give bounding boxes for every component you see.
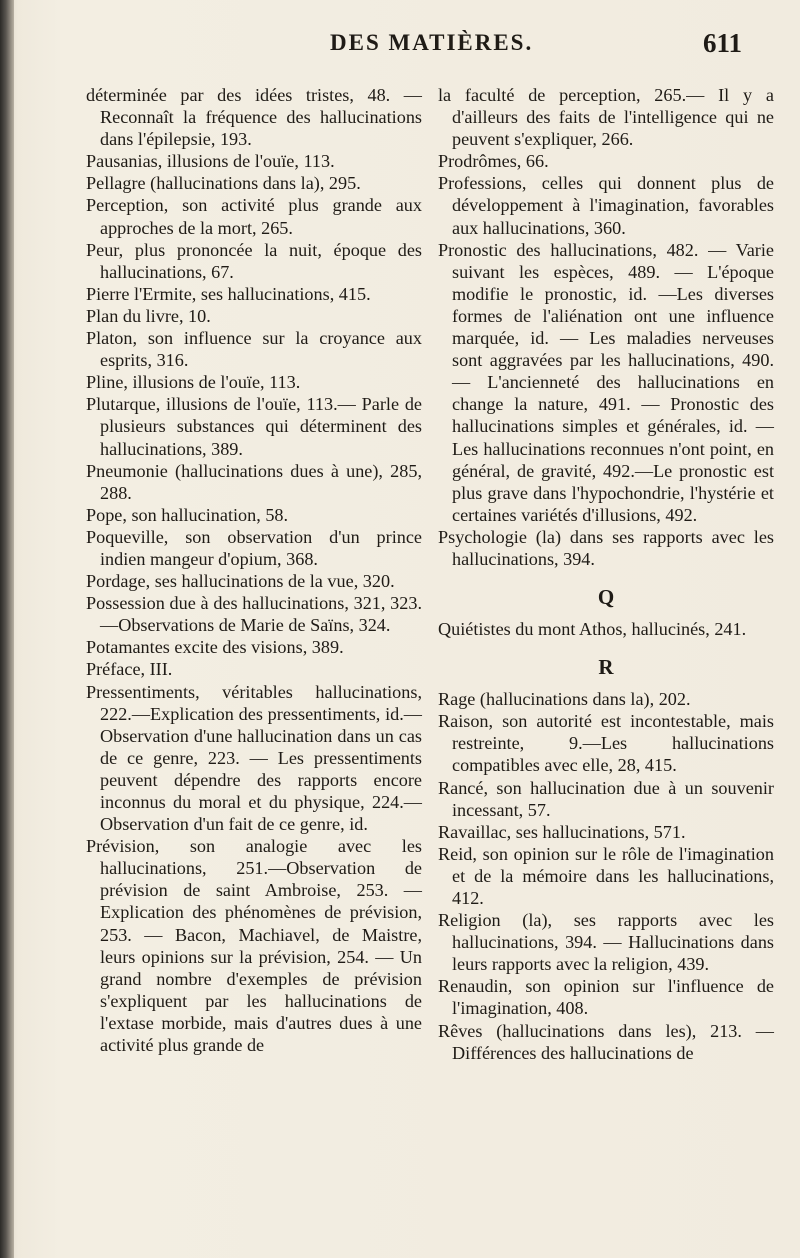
index-entry: Pressentiments, véritables hallucinations, 222.—Explication des pressentiments, id.—Observation d'une hallucination dans un cas de ce genre, 223. — Les pressentiments peuvent dépendre des rapports encore inconnus du moral et du physique, 224.—Observation d'un fait de ce genre, id. [86, 681, 422, 835]
index-entry: Quiétistes du mont Athos, hallucinés, 241. [438, 619, 747, 640]
running-title: DES MATIÈRES. [330, 30, 534, 55]
index-entry: Raison, son autorité est incontestable, mais restreinte, 9.—Les hallucinations compatibles avec elle, 28, 415. [438, 711, 774, 776]
index-entry: Pneumonie (hallucinations dues à une), 285, 288. [86, 460, 422, 503]
index-entry: Pope, son hallucination, 58. [86, 504, 289, 525]
index-entry: Platon, son influence sur la croyance aux esprits, 316. [86, 328, 422, 371]
index-entry: Pline, illusions de l'ouïe, 113. [86, 372, 301, 393]
index-entry: Rage (hallucinations dans la), 202. [438, 689, 691, 710]
index-entry: Rancé, son hallucination due à un souvenir incessant, 57. [438, 777, 774, 820]
index-entry: la faculté de perception, 265.— Il y a d'ailleurs des faits de l'intelligence qui ne peuvent s'expliquer, 266. [438, 85, 774, 150]
index-entry: Ravaillac, ses hallucinations, 571. [438, 821, 686, 842]
section-letter: R [598, 655, 614, 680]
index-entry: Possession due à des hallucinations, 321, 323.—Observations de Marie de Saïns, 324. [86, 593, 422, 636]
book-binding-shadow [0, 0, 14, 1258]
section-letter: Q [597, 585, 615, 610]
index-entry: Préface, III. [86, 659, 173, 680]
index-entry: Renaudin, son opinion sur l'influence de l'imagination, 408. [438, 976, 774, 1019]
index-entry: Professions, celles qui donnent plus de développement à l'imagination, favorables aux hallucinations, 360. [438, 173, 774, 238]
index-entry: Potamantes excite des visions, 389. [86, 637, 344, 658]
index-entry: Peur, plus prononcée la nuit, époque des hallucinations, 67. [86, 239, 422, 282]
index-entry: Perception, son activité plus grande aux approches de la mort, 265. [86, 195, 422, 238]
index-entry: Plutarque, illusions de l'ouïe, 113.— Parle de plusieurs substances qui déterminent des hallucinations, 389. [86, 394, 422, 459]
index-entry: Prévision, son analogie avec les hallucinations, 251.—Observation de prévision de saint Ambroise, 253. — Explication des phénomènes de prévision, 253. — Bacon, Machiavel, de Maistre, leurs opinions sur la prévision, 254. — Un grand nombre d'exemples de prévision s'expliquent par les hallucinations de l'extase morbide, mais d'autres dues à une activité plus grande de [86, 836, 422, 1056]
index-entry: déterminée par des idées tristes, 48. — Reconnaît la fréquence des hallucinations dans l'épilepsie, 193. [86, 85, 422, 150]
index-entry: Plan du livre, 10. [86, 305, 211, 326]
index-entry: Reid, son opinion sur le rôle de l'imagination et de la mémoire dans les hallucinations, 412. [438, 843, 774, 908]
index-entry: Pellagre (hallucinations dans la), 295. [86, 173, 361, 194]
index-entry: Religion (la), ses rapports avec les hallucinations, 394. — Hallucinations dans leurs rapports avec la religion, 439. [438, 910, 774, 975]
page-header [0, 28, 800, 68]
left-column [86, 84, 422, 1056]
right-column [438, 84, 774, 1064]
index-entry: Poqueville, son observation d'un prince indien mangeur d'opium, 368. [86, 526, 422, 569]
index-entry: Prodrômes, 66. [438, 151, 549, 172]
index-entry: Pausanias, illusions de l'ouïe, 113. [86, 151, 335, 172]
index-entry: Psychologie (la) dans ses rapports avec les hallucinations, 394. [438, 526, 774, 569]
index-entry: Pronostic des hallucinations, 482. — Varie suivant les espèces, 489. — L'époque modifie le pronostic, id. —Les diverses formes de l'aliénation ont une influence marquée, id. — Les maladies nerveuses sont aggravées par les hallucinations, 490. — L'ancienneté des hallucinations en change la nature, 491. — Pronostic des hallucinations simples et générales, id. — Les hallucinations reconnues n'ont point, en général, de gravité, 492.—Le pronostic est plus grave dans l'hypochondrie, l'hystérie et certaines variétés d'illusions, 492. [438, 239, 774, 525]
page-number: 611 [703, 28, 743, 58]
index-entry: Pierre l'Ermite, ses hallucinations, 415. [86, 283, 371, 304]
index-entry: Rêves (hallucinations dans les), 213. — Différences des hallucinations de [438, 1020, 774, 1063]
index-entry: Pordage, ses hallucinations de la vue, 320. [86, 571, 395, 592]
